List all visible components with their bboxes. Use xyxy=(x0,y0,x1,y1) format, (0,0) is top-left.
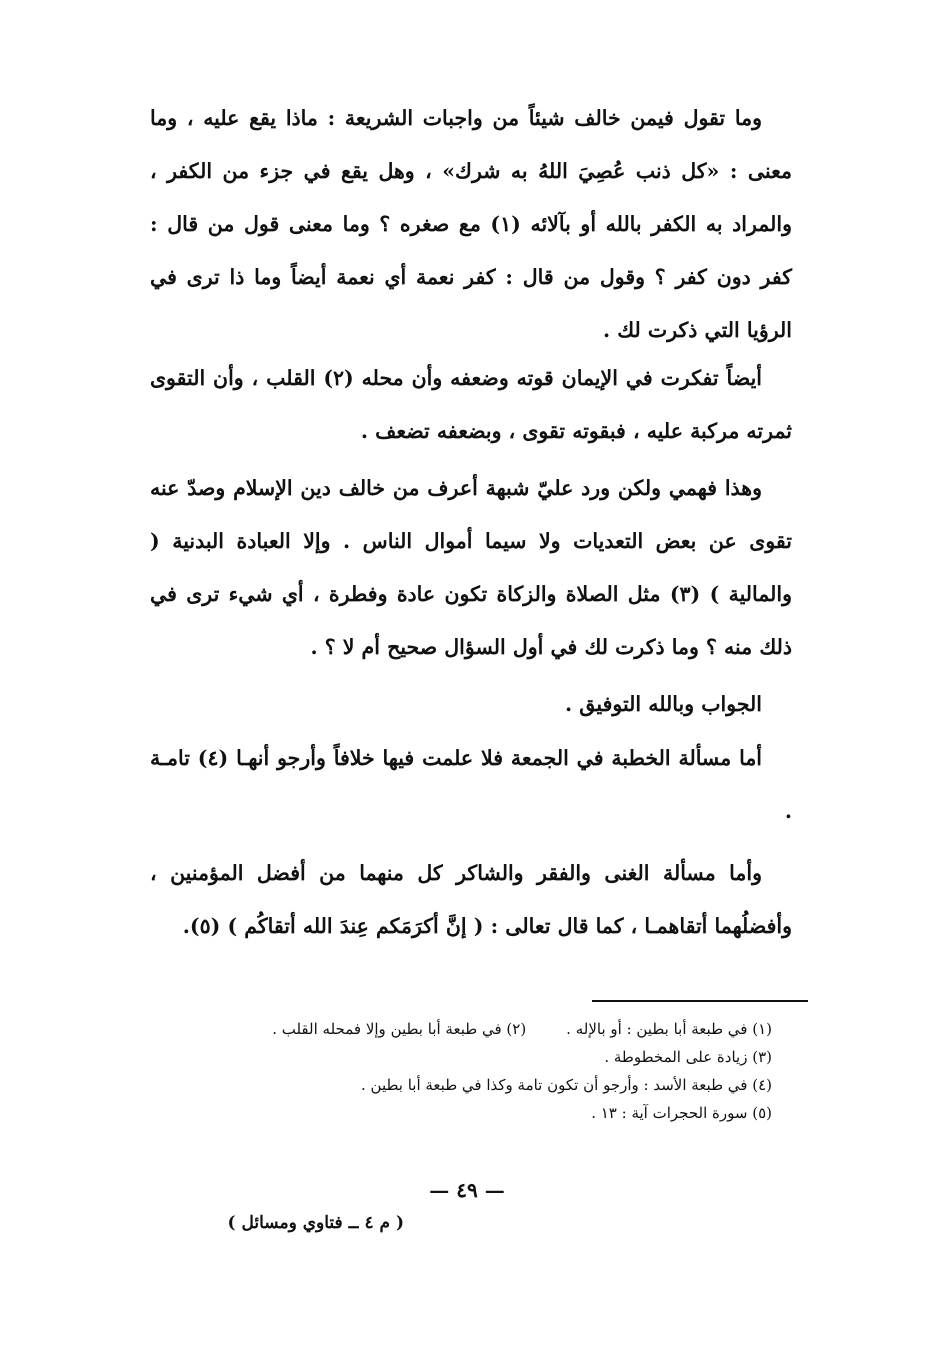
footnote-row xyxy=(132,1071,772,1099)
footnote-4: (٤) في طبعة الأسد : وأرجو أن تكون تامة وكذا في طبعة أبا بطين . xyxy=(360,1076,772,1094)
footnote-5: (٥) سورة الحجرات آية : ١٣ . xyxy=(591,1104,772,1122)
paragraph-doubt xyxy=(150,462,792,674)
paragraph-question-sin xyxy=(150,92,792,357)
footnote-3: (٣) زيادة على المخطوطة . xyxy=(604,1048,772,1066)
footnote-divider xyxy=(592,1000,808,1002)
page-number: — ٤٩ — xyxy=(429,1178,505,1202)
footnote-row xyxy=(132,1099,772,1127)
paragraph-text: وهذا فهمي ولكن ورد عليّ شبهة أعرف من خالف دين الإسلام وصدّ عنه تقوى عن بعض التعديات ولا سيما أموال الناس . وإلا العبادة البدنية ( والمالية ) (٣) مثل الصلاة والزكاة تكون عادة وفطرة ، أي شيء ترى في ذلك منه ؟ وما ذكرت لك في أول السؤال صحيح أم لا ؟ . xyxy=(150,476,792,659)
paragraph-iman xyxy=(150,352,792,458)
footnotes xyxy=(132,1015,772,1127)
answer-heading xyxy=(150,678,792,731)
paragraph-text: أما مسألة الخطبة في الجمعة فلا علمت فيها خلافاً وأرجو أنهـا (٤) تامـة . xyxy=(150,746,792,823)
paragraph-khutbah xyxy=(150,732,792,838)
paragraph-text: وما تقول فيمن خالف شيئاً من واجبات الشريعة : ماذا يقع عليه ، وما معنى : «كل ذنب عُصِيَ اللهُ به شرك» ، وهل يقع في جزء من الكفر ، والمراد به الكفر بالله أو بآلائه (١) مع صغره ؟ وما معنى قول من قال : كفر دون كفر ؟ وقول من قال : كفر نعمة أي نعمة أيضاً وما ذا ترى في الرؤيا التي ذكرت لك . xyxy=(150,106,792,342)
footnote-row xyxy=(132,1043,772,1071)
paragraph-text: وأما مسألة الغنى والفقر والشاكر كل منهما من أفضل المؤمنين ، وأفضلُهما أتقاهمـا ، كما قال تعالى : ( إنَّ أكرَمَكم عِندَ الله أتقاكُم ) (٥). xyxy=(150,861,792,938)
footnote-2: (٢) في طبعة أبا بطين وإلا فمحله القلب . xyxy=(272,1020,527,1038)
footnote-row xyxy=(132,1015,772,1043)
footnote-1: (١) في طبعة أبا بطين : أو بالإله . xyxy=(566,1020,772,1038)
paragraph-wealth-poverty xyxy=(150,847,792,953)
paragraph-text: أيضاً تفكرت في الإيمان قوته وضعفه وأن محله (٢) القلب ، وأن التقوى ثمرته مركبة عليه ، فبقوته تقوى ، وبضعفه تضعف . xyxy=(150,366,792,443)
paragraph-text: الجواب وبالله التوفيق . xyxy=(565,692,762,716)
signature-line: ( م ٤ ــ فتاوي ومسائل ) xyxy=(227,1213,404,1233)
